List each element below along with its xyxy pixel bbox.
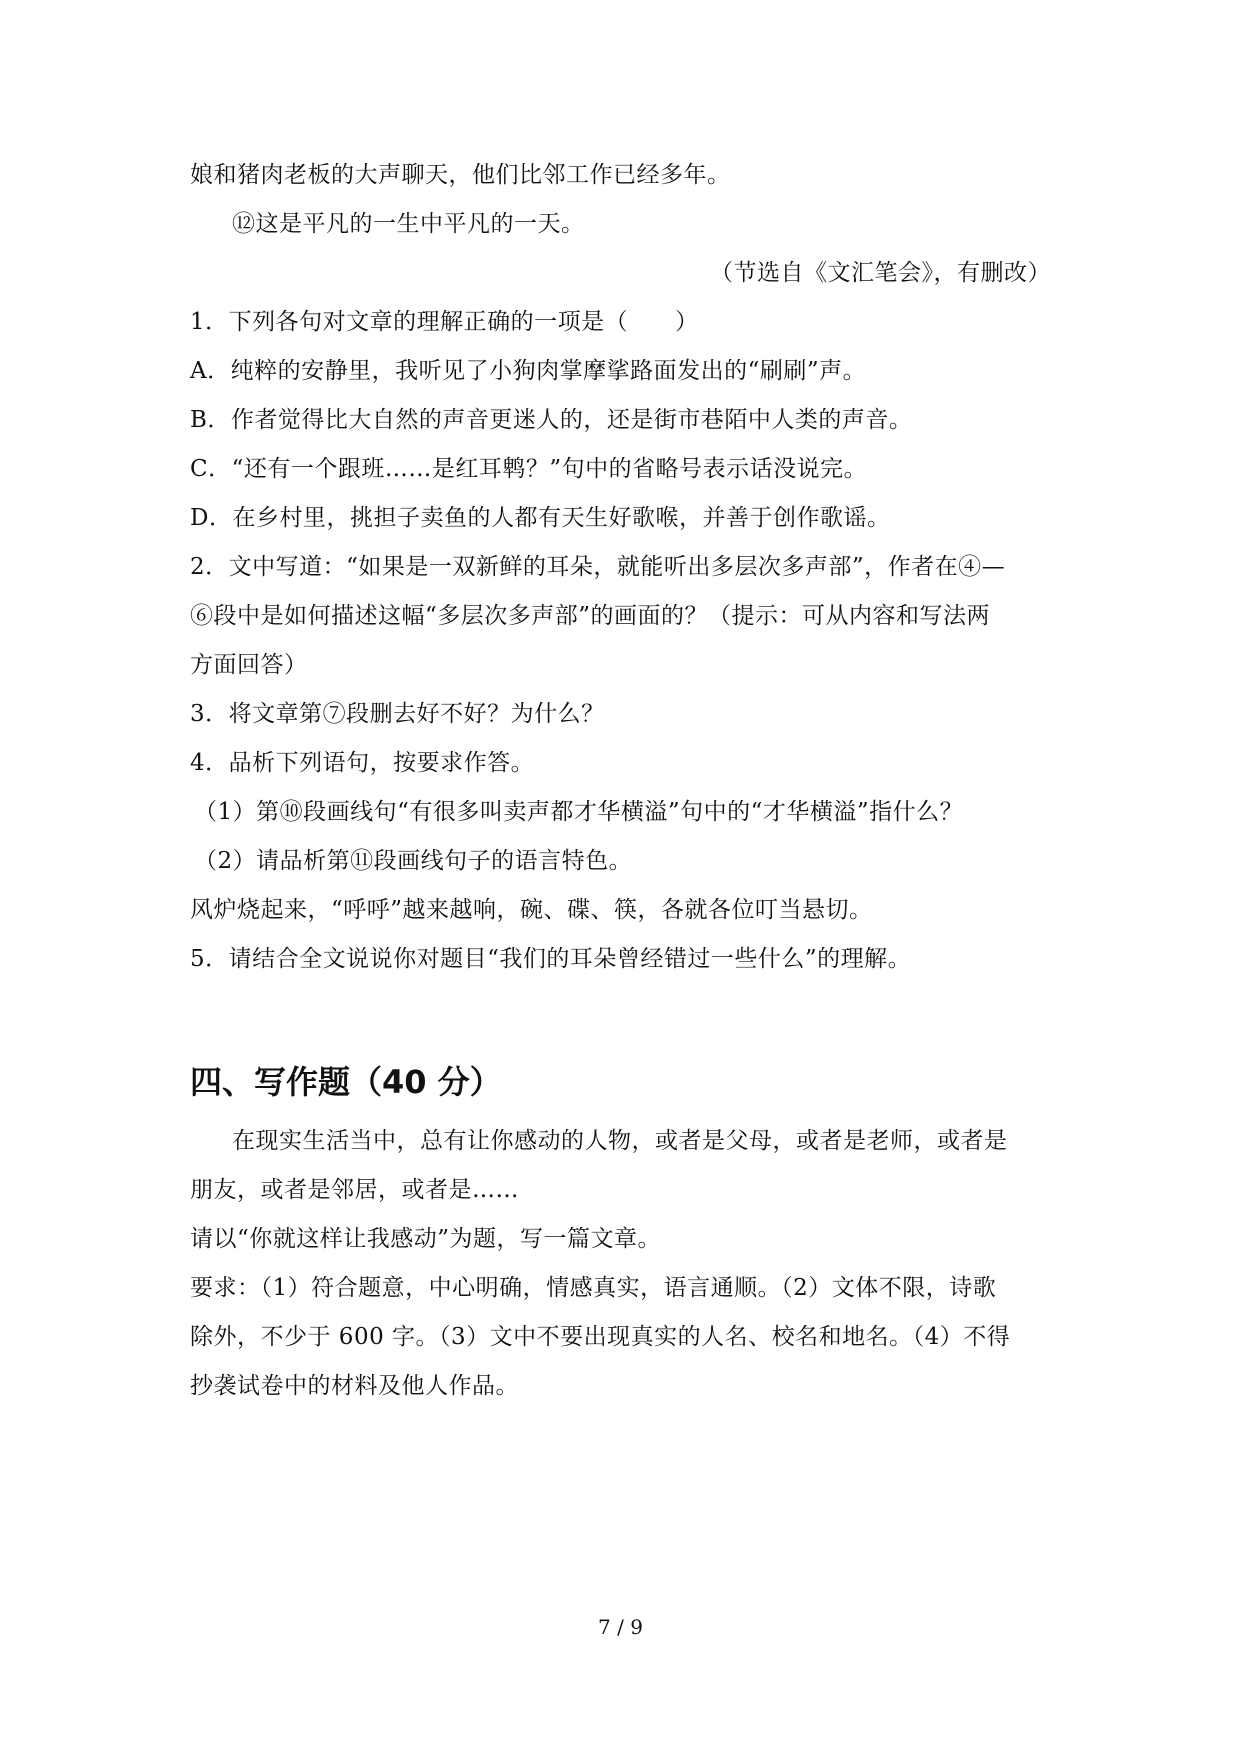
question-5: 5．请结合全文说说你对题目“我们的耳朵曾经错过一些什么”的理解。 [190, 946, 912, 972]
question-3: 3．将文章第⑦段删去好不好？为什么？ [190, 701, 605, 727]
page-number: 7 / 9 [598, 1615, 643, 1639]
question-1-stem: 1．下列各句对文章的理解正确的一项是（ ） [190, 309, 699, 335]
question-1-option-b: B．作者觉得比大自然的声音更迷人的，还是街市巷陌中人类的声音。 [190, 407, 913, 433]
writing-prompt: 请以“你就这样让我感动”为题，写一篇文章。 [190, 1226, 662, 1252]
question-4-sub-2: （2）请品析第⑪段画线句子的语言特色。 [194, 848, 633, 874]
question-4-sub-1: （1）第⑩段画线句“有很多叫卖声都才华横溢”句中的“才华横溢”指什么？ [194, 799, 964, 825]
question-2-line-1: 2．文中写道：“如果是一双新鲜的耳朵，就能听出多层次多声部”，作者在④— [190, 554, 1006, 580]
section-heading-writing: 四、写作题（40 分） [190, 1063, 502, 1101]
writing-intro-line-2: 朋友，或者是邻居，或者是…… [190, 1177, 519, 1203]
passage-source: （节选自《文汇笔会》，有删改） [710, 260, 1051, 286]
question-1-option-a: A．纯粹的安静里，我听见了小狗肉掌摩挲路面发出的“刷刷”声。 [190, 358, 867, 384]
writing-requirements-line-2: 除外，不少于 600 字。（3）文中不要出现真实的人名、校名和地名。（4）不得 [190, 1324, 1011, 1350]
question-1-option-d: D．在乡村里，挑担子卖鱼的人都有天生好歌喉，并善于创作歌谣。 [190, 505, 891, 531]
question-4-stem: 4．品析下列语句，按要求作答。 [190, 750, 535, 776]
writing-requirements-line-1: 要求：（1）符合题意，中心明确，情感真实，语言通顺。（2）文体不限，诗歌 [190, 1275, 997, 1301]
passage-paragraph-12: ⑫这是平凡的一生中平凡的一天。 [232, 211, 585, 237]
question-1-option-c: C．“还有一个跟班……是红耳鹎？”句中的省略号表示话没说完。 [190, 456, 868, 482]
question-2-line-2: ⑥段中是如何描述这幅“多层次多声部”的画面的？（提示：可从内容和写法两 [190, 603, 991, 629]
writing-intro-line-1: 在现实生活当中，总有让你感动的人物，或者是父母，或者是老师，或者是 [232, 1128, 1008, 1154]
passage-line-1: 娘和猪肉老板的大声聊天，他们比邻工作已经多年。 [190, 162, 731, 188]
writing-requirements-line-3: 抄袭试卷中的材料及他人作品。 [190, 1373, 519, 1399]
question-2-line-3: 方面回答） [190, 652, 308, 678]
question-4-quote: 风炉烧起来，“呼呼”越来越响，碗、碟、筷，各就各位叮当悬切。 [190, 897, 873, 923]
